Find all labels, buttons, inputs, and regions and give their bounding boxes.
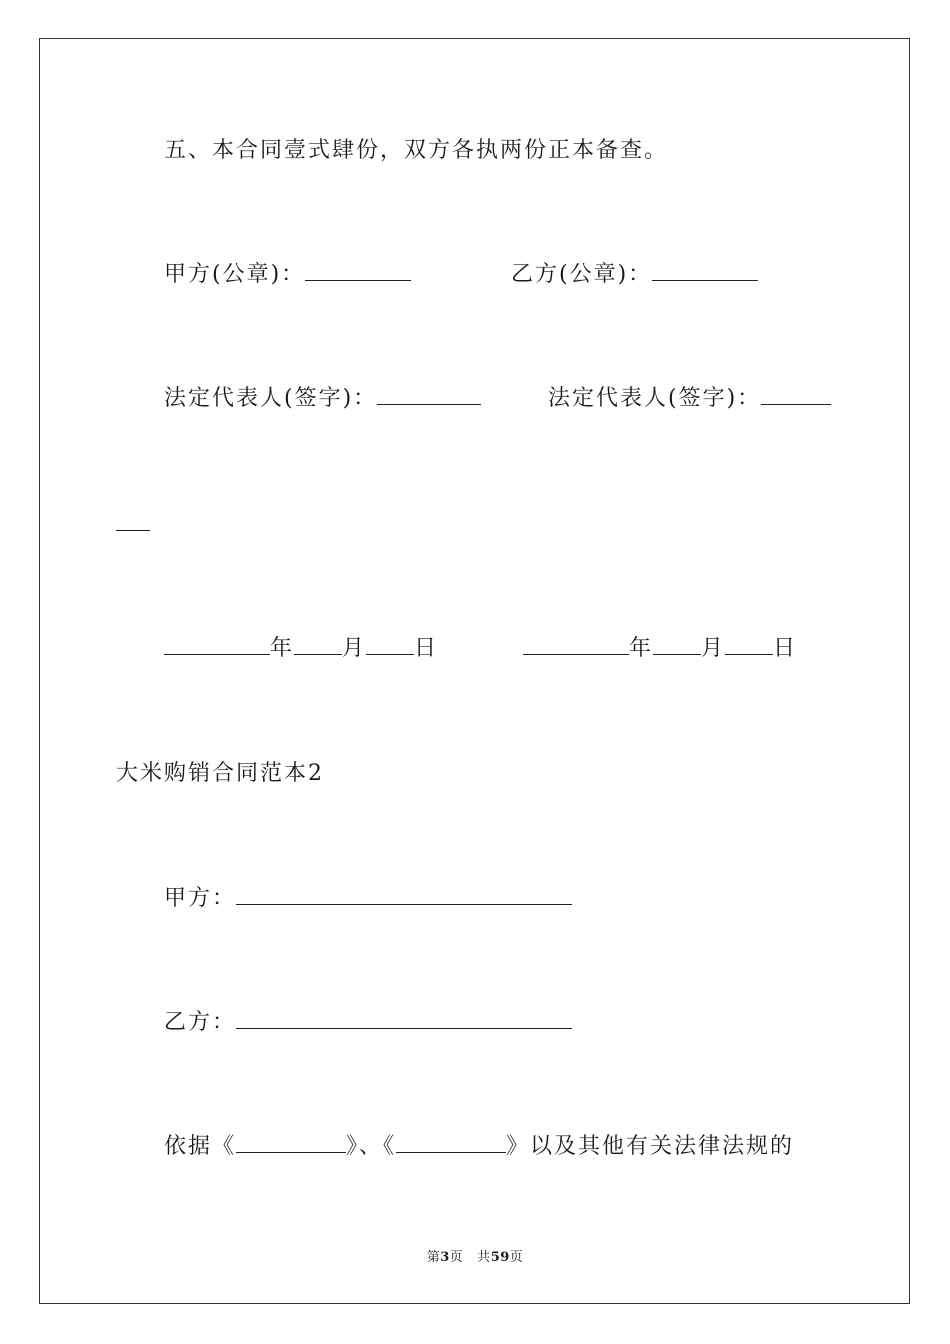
contract2-basis-end: 》以及其他有关法律法规的	[506, 1134, 795, 1159]
seal-party-a	[164, 262, 411, 288]
date-a-year-label: 年	[270, 636, 295, 661]
footer-total-pages: 59	[490, 1250, 510, 1265]
page-footer	[0, 1246, 950, 1265]
seal-party-b-blank[interactable]	[652, 262, 758, 281]
contract2-party-a-blank[interactable]	[236, 886, 572, 905]
clause-five	[164, 138, 668, 164]
seal-party-b-label: 乙方(公章)：	[511, 262, 653, 287]
footer-total-prefix: 共	[477, 1250, 491, 1265]
contract2-party-b-blank[interactable]	[236, 1010, 572, 1029]
signature-party-a-label: 法定代表人(签字)：	[164, 386, 378, 411]
contract2-party-a-label: 甲方：	[164, 886, 237, 911]
clause-five-text: 五、本合同壹式肆份，双方各执两份正本备查。	[164, 138, 669, 163]
signature-party-a	[164, 386, 481, 412]
date-a-day-blank[interactable]	[366, 636, 414, 655]
date-a-year-blank[interactable]	[164, 636, 270, 655]
date-a-month-label: 月	[342, 636, 367, 661]
date-b-day-blank[interactable]	[725, 636, 773, 655]
page-frame	[39, 38, 910, 1304]
signature-party-b-blank[interactable]	[761, 386, 831, 405]
date-party-b	[523, 636, 797, 662]
signature-party-b-label: 法定代表人(签字)：	[548, 386, 762, 411]
footer-prefix: 第	[426, 1250, 441, 1265]
date-b-month-label: 月	[701, 636, 726, 661]
signature-party-b	[548, 386, 831, 412]
contract2-title-text: 大米购销合同范本2	[116, 761, 324, 786]
date-party-a	[164, 636, 438, 662]
date-a-month-blank[interactable]	[294, 636, 342, 655]
seal-party-a-label: 甲方(公章)：	[164, 262, 306, 287]
footer-total-unit: 页	[509, 1250, 524, 1265]
signature-party-b-blank-continued[interactable]	[116, 512, 150, 531]
date-b-year-blank[interactable]	[523, 636, 629, 655]
contract2-title	[116, 761, 324, 787]
contract2-basis-mid: 》、《	[346, 1134, 397, 1159]
contract2-basis-law1-blank[interactable]	[236, 1134, 346, 1153]
footer-page-unit: 页	[449, 1250, 464, 1265]
signature-party-b-blank-wrap	[116, 512, 150, 538]
footer-page-number: 3	[440, 1250, 450, 1265]
contract2-party-b-label: 乙方：	[164, 1010, 237, 1035]
seal-party-a-blank[interactable]	[305, 262, 411, 281]
seal-party-b	[511, 262, 758, 288]
date-b-year-label: 年	[629, 636, 654, 661]
contract2-basis-start: 依据《	[164, 1134, 237, 1159]
signature-party-a-blank[interactable]	[377, 386, 481, 405]
date-b-month-blank[interactable]	[653, 636, 701, 655]
contract2-basis	[164, 1134, 794, 1160]
date-b-day-label: 日	[773, 636, 798, 661]
date-a-day-label: 日	[414, 636, 439, 661]
contract2-party-b	[164, 1010, 572, 1036]
contract2-party-a	[164, 886, 572, 912]
contract2-basis-law2-blank[interactable]	[396, 1134, 506, 1153]
